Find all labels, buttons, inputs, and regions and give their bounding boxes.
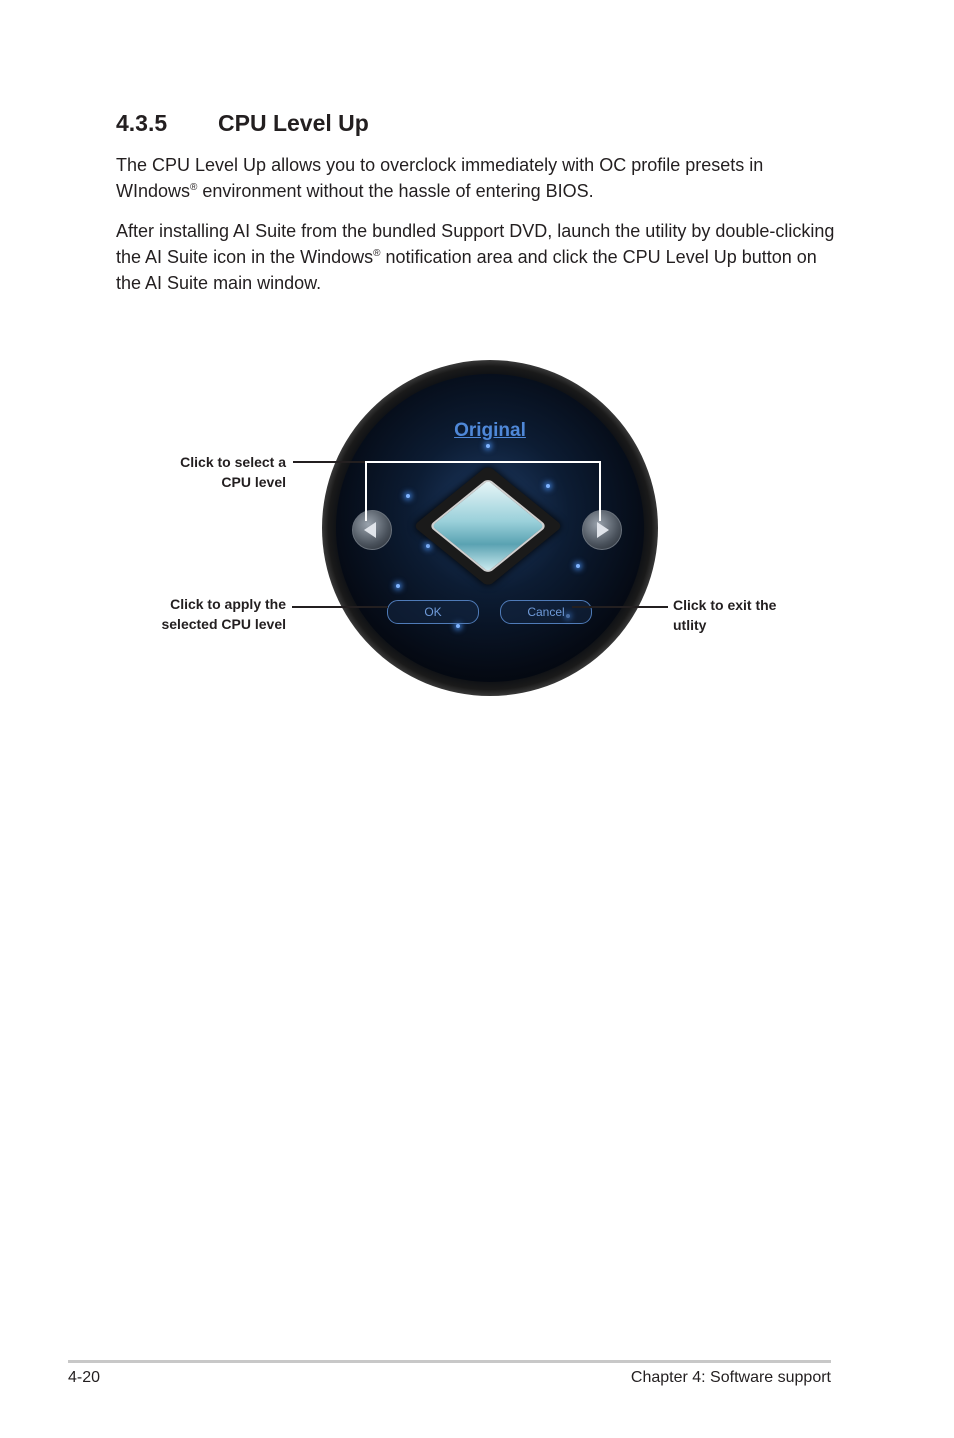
instructions-text-b: notification area and click the CPU Level Up button on the AI Suite main window.	[116, 247, 817, 293]
leader-line-exit	[572, 606, 668, 608]
callout-select-line1: Click to select a	[180, 454, 286, 470]
page-number: 4-20	[68, 1369, 101, 1386]
bracket-top	[365, 461, 601, 463]
section-title: CPU Level Up	[218, 110, 369, 136]
arrow-right-icon	[597, 522, 609, 538]
callout-exit-utility	[673, 595, 833, 635]
cancel-button[interactable]: Cancel	[500, 600, 592, 624]
registered-mark: ®	[373, 248, 381, 259]
ok-button[interactable]: OK	[387, 600, 479, 624]
glow-dot	[486, 444, 490, 448]
leader-line-apply	[292, 606, 388, 608]
leader-line-select	[293, 461, 365, 463]
arrow-left-icon	[364, 522, 376, 538]
glow-dot	[396, 584, 400, 588]
intro-paragraph	[116, 152, 841, 204]
intro-text-a: The CPU Level Up allows you to overclock immediately with OC profile presets in WIndows	[116, 155, 764, 201]
callout-apply-line2: selected CPU level	[161, 616, 286, 632]
chapter-title: Chapter 4: Software support	[630, 1369, 831, 1386]
previous-level-button[interactable]	[352, 510, 392, 550]
bracket-right	[599, 461, 601, 521]
callout-apply-level	[86, 594, 286, 634]
bracket-left	[365, 461, 367, 521]
instructions-paragraph	[116, 218, 841, 296]
callout-exit-line2: utlity	[673, 617, 707, 633]
glow-dot	[426, 544, 430, 548]
section-heading	[116, 110, 369, 137]
callout-select-level	[86, 452, 286, 492]
intro-text-b: environment without the hassle of entering BIOS.	[197, 181, 594, 201]
callout-select-line2: CPU level	[221, 474, 286, 490]
cpu-level-up-widget	[322, 360, 658, 696]
glow-dot	[406, 494, 410, 498]
glow-dot	[456, 624, 460, 628]
glow-dot	[546, 484, 550, 488]
section-number: 4.3.5	[116, 110, 168, 136]
registered-mark: ®	[190, 182, 198, 193]
footer-rule	[68, 1360, 831, 1363]
cpu-level-name: Original	[454, 420, 526, 441]
callout-apply-line1: Click to apply the	[170, 596, 286, 612]
callout-exit-line1: Click to exit the	[673, 597, 777, 613]
next-level-button[interactable]	[582, 510, 622, 550]
glow-dot	[576, 564, 580, 568]
instructions-text-a: After installing AI Suite from the bundled Support DVD, launch the utility by double-clicking the AI Suite icon in the Windows	[116, 221, 835, 267]
